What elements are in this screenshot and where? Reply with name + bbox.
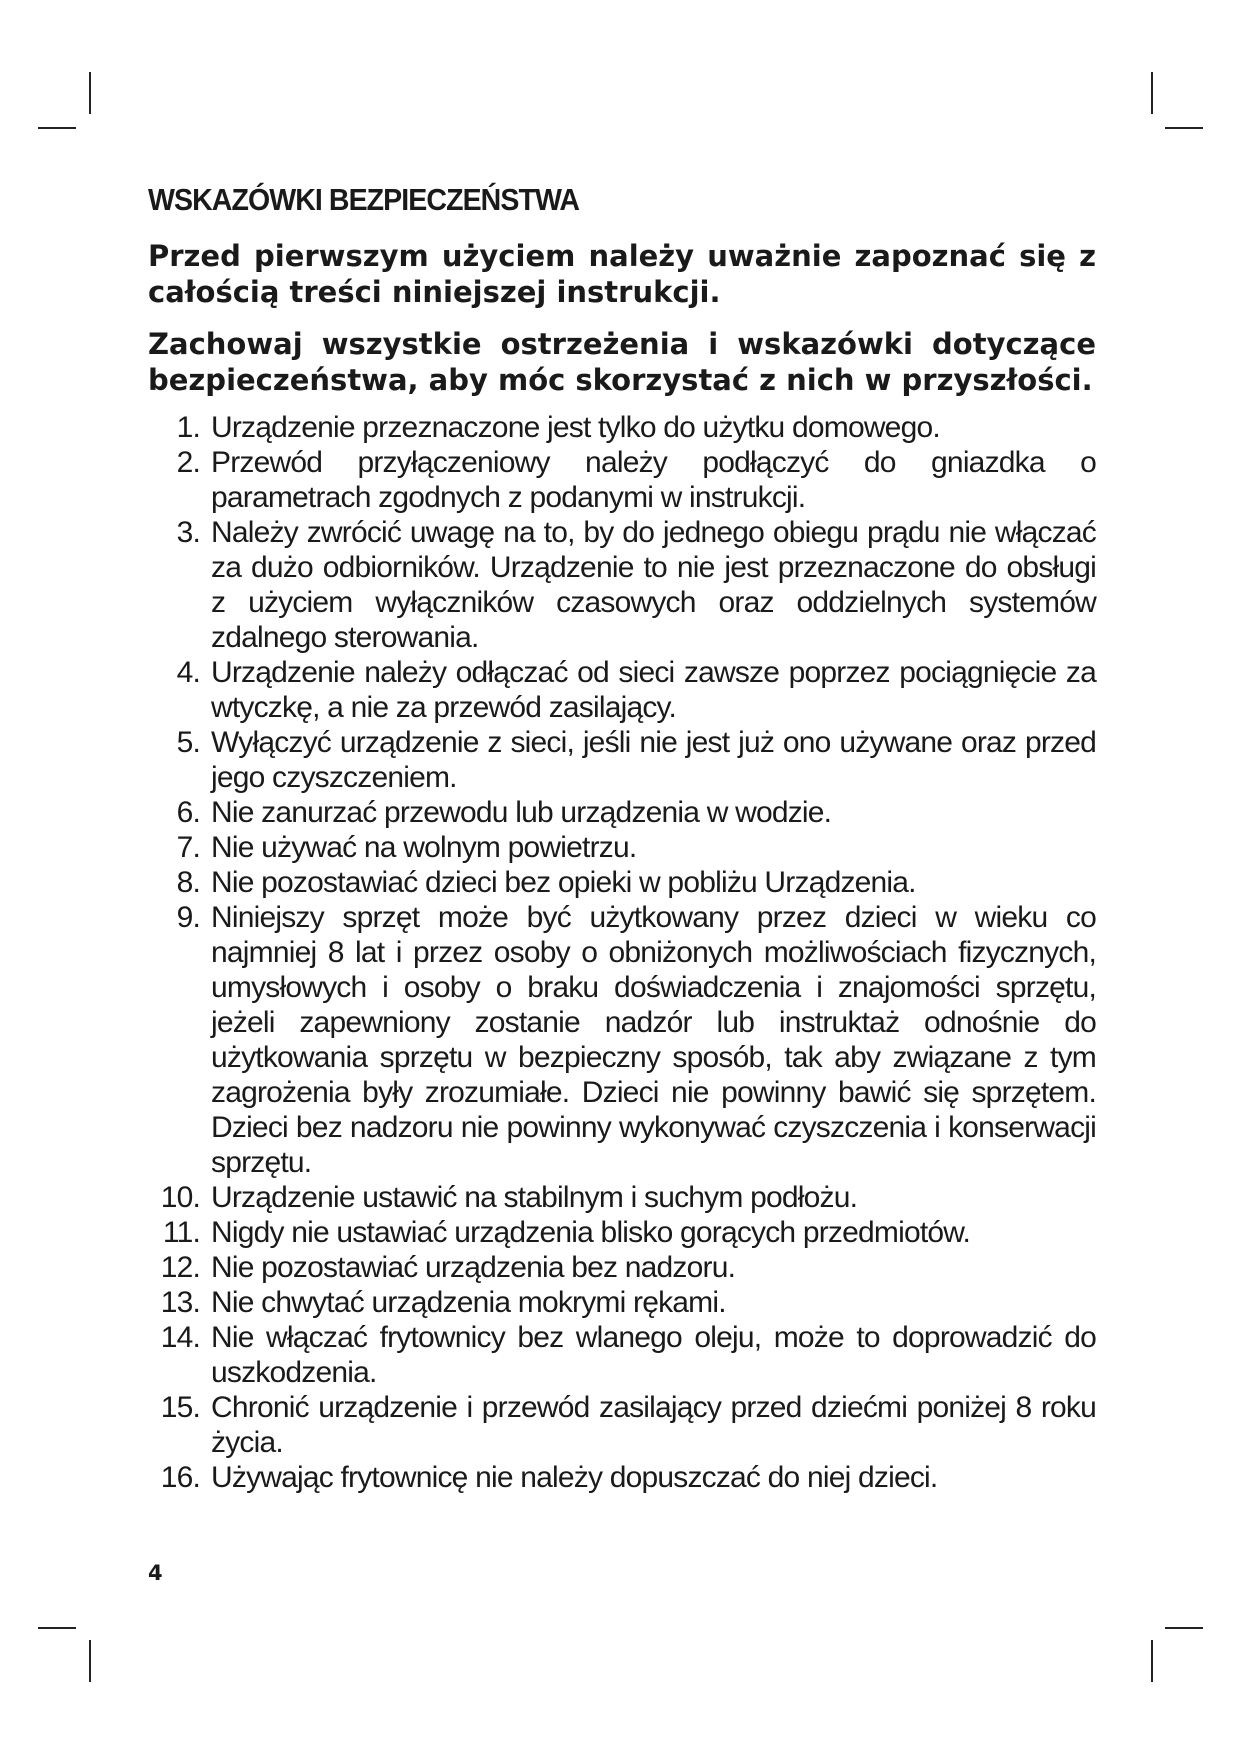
list-item — [148, 900, 1096, 1180]
list-item-text: Używając frytownicę nie należy dopuszczać do niej dzieci. — [211, 1461, 938, 1494]
list-item-text: Nie zanurzać przewodu lub urządzenia w wodzie. — [211, 796, 832, 829]
list-item-text: Wyłączyć urządzenie z sieci, jeśli nie jest już ono używane oraz przed jego czyszczeniem. — [211, 726, 1096, 794]
list-item-text: Urządzenie należy odłączać od sieci zawsze poprzez pociągnięcie za wtyczkę, a nie za przewód zasilający. — [211, 656, 1096, 724]
list-item — [148, 725, 1096, 795]
list-item-number: 2. — [176, 446, 200, 479]
list-item-number: 4. — [176, 656, 200, 689]
list-item — [148, 1390, 1096, 1460]
list-item — [148, 655, 1096, 725]
list-item-text: Nie pozostawiać dzieci bez opieki w pobliżu Urządzenia. — [211, 866, 916, 899]
list-item-text: Należy zwrócić uwagę na to, by do jednego obiegu prądu nie włączać za dużo odbiorników. Urządzenie to nie jest przeznaczone do obsługi z użyciem wyłączników czasowych oraz oddzielnych systemów zdalnego sterowania. — [211, 516, 1096, 654]
list-item — [148, 515, 1096, 655]
crop-mark-top-right-vertical — [1151, 72, 1153, 114]
list-item-number: 1. — [176, 411, 200, 444]
list-item — [148, 795, 1096, 830]
crop-mark-top-left-vertical — [89, 72, 91, 114]
list-item — [148, 1320, 1096, 1390]
list-item — [148, 1285, 1096, 1320]
intro-paragraph: Przed pierwszym użyciem należy uważnie zapoznać się z całością treści niniejszej instrukcji. — [148, 239, 1096, 309]
list-item-text: Urządzenie ustawić na stabilnym i suchym podłożu. — [211, 1181, 858, 1214]
list-item-number: 13. — [160, 1286, 200, 1319]
list-item — [148, 1180, 1096, 1215]
intro-paragraph: Zachowaj wszystkie ostrzeżenia i wskazówki dotyczące bezpieczeństwa, aby móc skorzystać z nich w przyszłości. — [148, 327, 1096, 397]
list-item-text: Nigdy nie ustawiać urządzenia blisko gorących przedmiotów. — [211, 1216, 971, 1249]
list-item — [148, 445, 1096, 515]
list-item — [148, 1460, 1096, 1495]
crop-mark-bottom-left-horizontal — [38, 1627, 76, 1629]
crop-mark-bottom-right-vertical — [1151, 1640, 1153, 1682]
crop-mark-top-left-horizontal — [38, 127, 76, 129]
list-item-number: 11. — [162, 1216, 200, 1249]
list-item-text: Urządzenie przeznaczone jest tylko do użytku domowego. — [211, 411, 940, 444]
list-item-number: 12. — [160, 1251, 200, 1284]
crop-mark-bottom-left-vertical — [89, 1640, 91, 1682]
list-item-text: Niniejszy sprzęt może być użytkowany przez dzieci w wieku co najmniej 8 lat i przez osoby o obniżonych możliwościach fizycznych, umysłowych i osoby o braku doświadczenia i znajomości sprzętu, jeżeli zapewniony zostanie nadzór lub instruktaż odnośnie do użytkowania sprzętu w bezpieczny sposób, tak aby związane z tym zagrożenia były zrozumiałe. Dzieci nie powinny bawić się sprzętem. Dzieci bez nadzoru nie powinny wykonywać czyszczenia i konserwacji sprzętu. — [211, 901, 1096, 1179]
list-item-text: Chronić urządzenie i przewód zasilający przed dziećmi poniżej 8 roku życia. — [211, 1391, 1096, 1459]
list-item — [148, 865, 1096, 900]
list-item-number: 5. — [176, 726, 200, 759]
list-item — [148, 1250, 1096, 1285]
list-item-number: 14. — [160, 1321, 200, 1354]
safety-rules-list — [148, 410, 1096, 1495]
list-item-text: Nie pozostawiać urządzenia bez nadzoru. — [211, 1251, 736, 1284]
list-item-text: Nie włączać frytownicy bez wlanego oleju, może to doprowadzić do uszkodzenia. — [211, 1321, 1096, 1389]
list-item-text: Przewód przyłączeniowy należy podłączyć do gniazdka o parametrach zgodnych z podanymi w instrukcji. — [211, 446, 1096, 514]
list-item-text: Nie używać na wolnym powietrzu. — [211, 831, 637, 864]
list-item-number: 6. — [176, 796, 200, 829]
list-item-number: 3. — [176, 516, 200, 549]
list-item-number: 7. — [176, 831, 200, 864]
crop-mark-bottom-right-horizontal — [1165, 1627, 1203, 1629]
list-item-number: 9. — [176, 901, 200, 934]
list-item — [148, 410, 1096, 445]
crop-mark-top-right-horizontal — [1165, 127, 1203, 129]
page-number: 4 — [148, 1561, 163, 1585]
list-item — [148, 830, 1096, 865]
document-content — [148, 180, 1096, 1495]
list-item-number: 10. — [160, 1181, 200, 1214]
list-item — [148, 1215, 1096, 1250]
list-item-number: 15. — [160, 1391, 200, 1424]
list-item-text: Nie chwytać urządzenia mokrymi rękami. — [211, 1286, 726, 1319]
page-title: WSKAZÓWKI BEZPIECZEŃSTWA — [148, 182, 580, 217]
list-item-number: 8. — [176, 866, 200, 899]
list-item-number: 16. — [160, 1461, 200, 1494]
